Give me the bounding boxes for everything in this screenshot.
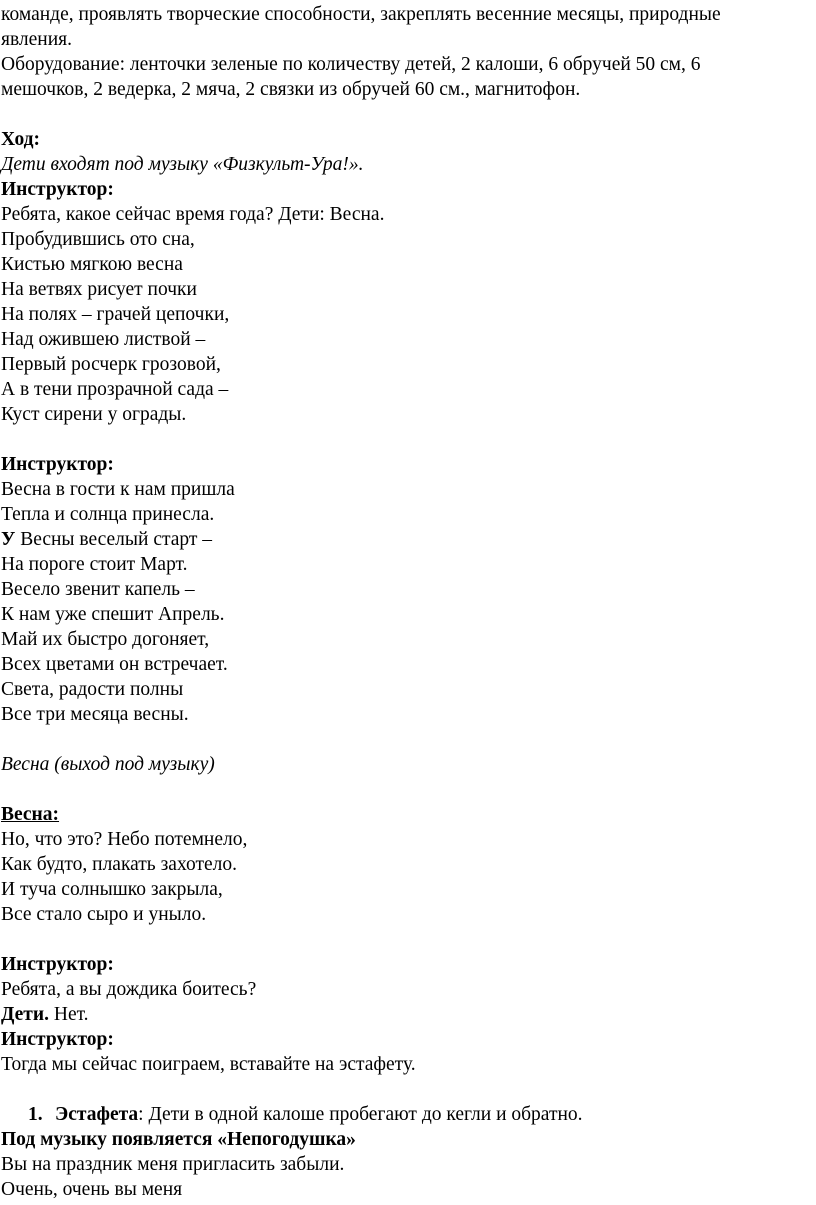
instructor-question: Ребята, а вы дождика боитесь? xyxy=(1,979,257,1000)
poem-line: Ребята, какое сейчас время года? Дети: Весна. xyxy=(1,204,385,225)
poem-line xyxy=(1,528,212,552)
instructor-label: Инструктор: xyxy=(1,1029,114,1050)
equipment-text-line: Оборудование: ленточки зеленые по количеству детей, 2 калоши, 6 обручей 50 см, 6 xyxy=(1,54,701,75)
poem-line: Все три месяца весны. xyxy=(1,704,189,725)
instructor-label: Инструктор: xyxy=(1,454,114,475)
poem-line: Кистью мягкою весна xyxy=(1,254,183,275)
poem-line: Всех цветами он встречает. xyxy=(1,654,228,675)
course-heading: Ход: xyxy=(1,129,41,150)
poem-line: Первый росчерк грозовой, xyxy=(1,354,221,375)
poem-line: На полях – грачей цепочки, xyxy=(1,304,230,325)
poem-line: Весна в гости к нам пришла xyxy=(1,479,235,500)
poem-line: К нам уже спешит Апрель. xyxy=(1,604,225,625)
children-label: Дети. xyxy=(1,1004,49,1025)
spring-line: Но, что это? Небо потемнело, xyxy=(1,829,248,850)
poem-line: Куст сирени у ограды. xyxy=(1,404,187,425)
poem-line: Тепла и солнца принесла. xyxy=(1,504,215,525)
poem-line-rest: Весны веселый старт – xyxy=(15,529,213,550)
equipment-text-line: мешочков, 2 ведерка, 2 мяча, 2 связки из обручей 60 см., магнитофон. xyxy=(1,79,581,100)
spring-line: И туча солнышко закрыла, xyxy=(1,879,223,900)
entrance-note: Дети входят под музыку «Физкульт-Ура!». xyxy=(1,154,364,175)
relay-text: : Дети в одной калоше пробегают до кегли и обратно. xyxy=(138,1104,583,1125)
poem-line: На пороге стоит Март. xyxy=(1,554,188,575)
poem-line: Над ожившею листвой – xyxy=(1,329,206,350)
relay-item xyxy=(55,1103,583,1127)
instructor-invite: Тогда мы сейчас поиграем, вставайте на эстафету. xyxy=(1,1054,416,1075)
poem-line: Света, радости полны xyxy=(1,679,184,700)
poem-line: Весело звенит капель – xyxy=(1,579,195,600)
intro-text-line: команде, проявлять творческие способности, закреплять весенние месяцы, природные xyxy=(1,4,721,25)
intro-text-line: явления. xyxy=(1,29,73,50)
spring-line: Все стало сыро и уныло. xyxy=(1,904,207,925)
spring-entrance-note: Весна (выход под музыку) xyxy=(1,754,215,775)
instructor-label: Инструктор: xyxy=(1,179,114,200)
spring-line: Как будто, плакать захотело. xyxy=(1,854,237,875)
poem-line: На ветвях рисует почки xyxy=(1,279,197,300)
bad-weather-line: Вы на праздник меня пригласить забыли. xyxy=(1,1154,345,1175)
bad-weather-heading: Под музыку появляется «Непогодушка» xyxy=(1,1129,356,1150)
poem-initial-letter: У xyxy=(1,529,16,550)
bad-weather-line: Очень, очень вы меня xyxy=(1,1179,183,1200)
instructor-label: Инструктор: xyxy=(1,954,114,975)
spring-label: Весна: xyxy=(1,804,60,825)
children-answer-line xyxy=(1,1003,89,1027)
relay-label: Эстафета xyxy=(55,1104,139,1125)
poem-line: Пробудившись ото сна, xyxy=(1,229,195,250)
poem-line: Май их быстро догоняет, xyxy=(1,629,210,650)
relay-list-number: 1. xyxy=(28,1104,43,1125)
poem-line: А в тени прозрачной сада – xyxy=(1,379,229,400)
children-answer: Нет. xyxy=(49,1004,89,1025)
